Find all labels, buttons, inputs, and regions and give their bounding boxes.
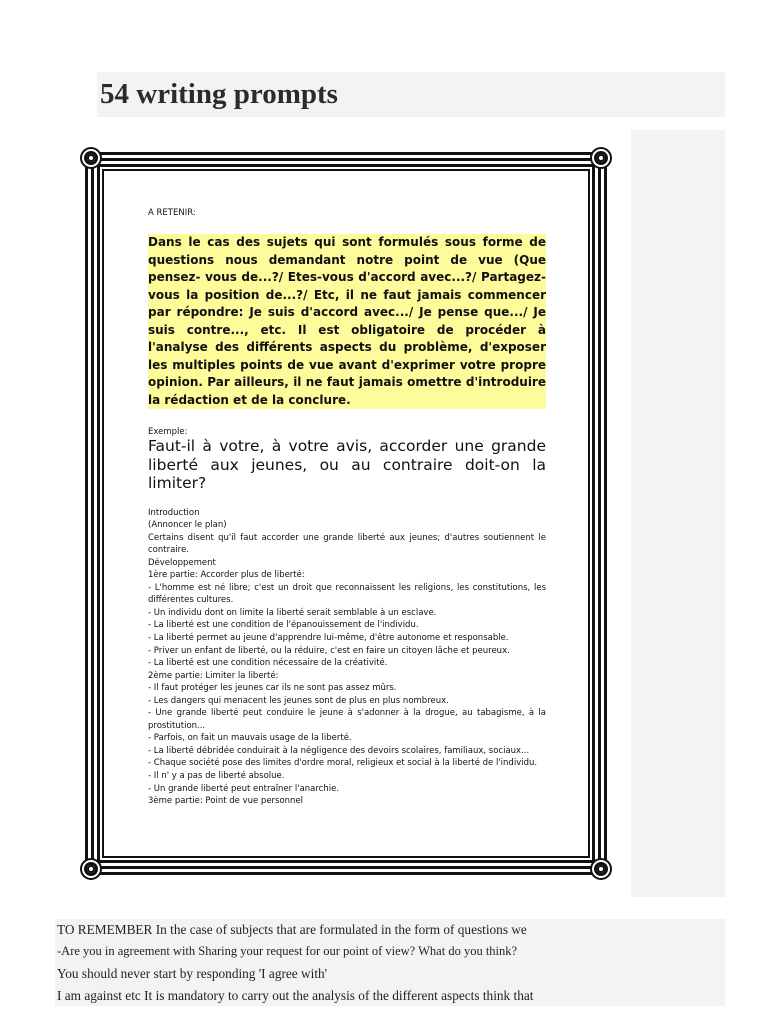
example-question: Faut-il à votre, à votre avis, accorder une grande liberté aux jeunes, ou au contraire doit-on la limiter?: [148, 437, 546, 492]
outline-line: Développement: [148, 557, 216, 568]
outline-line: - La liberté débridée conduirait à la négligence des devoirs scolaires, familiaux, sociaux...: [148, 745, 530, 756]
translation-line: -Are you in agreement with Sharing your request for our point of view? What do you think?: [57, 944, 518, 958]
outline-line: (Annoncer le plan): [148, 520, 227, 531]
outline-line: Certains disent qu'il faut accorder une grande liberté aux jeunes; d'autres soutiennent le contraire.: [148, 532, 546, 556]
outline-line: - Il faut protéger les jeunes car ils ne sont pas assez mûrs.: [148, 683, 397, 694]
highlighted-paragraph: Dans le cas des sujets qui sont formulés sous forme de questions nous demandant notre point de vue (Que pensez- vous de...?/ Etes-vous d'accord avec...?/ Partagez-vous la position de...?/ Etc, il ne faut jamais commencer par répondre: Je suis d'accord avec.../ Je pense que.../ Je suis contre..., etc. Il est obligatoire de procéder à l'analyse des différents aspects du problème, d'exposer les multiples points de vue avant d'exprimer votre propre opinion. Par ailleurs, il ne faut jamais omettre d'introduire la rédaction et de la conclure.: [148, 234, 546, 409]
page-title: 54 writing prompts: [100, 78, 338, 110]
title-bar: [97, 72, 725, 117]
translation-text: [55, 919, 725, 1006]
outline-line: 1ère partie: Accorder plus de liberté:: [148, 570, 305, 581]
outline-line: - Une grande liberté peut conduire le jeune à s'adonner à la drogue, au tabagisme, à la prostitution...: [148, 708, 546, 731]
outline-line: 2ème partie: Limiter la liberté:: [148, 670, 279, 681]
essay-outline: [148, 507, 546, 808]
translation-line: You should never start by responding 'I agree with': [57, 966, 328, 981]
corner-ornament-icon: [592, 860, 610, 878]
outline-line: - Chaque société pose des limites d'ordre moral, religieux et social à la liberté de l'individu.: [148, 758, 538, 769]
outline-line: - Les dangers qui menacent les jeunes sont de plus en plus nombreux.: [148, 695, 449, 706]
document-heading: A RETENIR:: [148, 208, 196, 218]
outline-line: - La liberté est une condition de l'épanouissement de l'individu.: [148, 620, 419, 631]
outline-line: - Parfois, on fait un mauvais usage de la liberté.: [148, 733, 352, 744]
corner-ornament-icon: [82, 149, 100, 167]
outline-line: - Priver un enfant de liberté, ou la réduire, c'est en faire un citoyen lâche et peureux.: [148, 645, 510, 656]
document-viewer: [60, 130, 725, 897]
outline-line: Introduction: [148, 507, 200, 518]
outline-line: - Un individu dont on limite la liberté serait semblable à un esclave.: [148, 607, 437, 618]
corner-ornament-icon: [82, 860, 100, 878]
document-page-image: [60, 130, 631, 897]
outline-line: 3ème partie: Point de vue personnel: [148, 796, 304, 807]
corner-ornament-icon: [592, 149, 610, 167]
outline-line: - L'homme est né libre; c'est un droit que reconnaissent les religions, les constitutions, les différentes cultures.: [148, 582, 546, 606]
outline-line: - Un grande liberté peut entraîner l'anarchie.: [148, 783, 340, 794]
example-label: Exemple:: [148, 427, 188, 437]
translation-line: I am against etc It is mandatory to carry out the analysis of the different aspects think that: [57, 988, 534, 1003]
outline-line: - Il n' y a pas de liberté absolue.: [148, 770, 285, 781]
outline-line: - La liberté permet au jeune d'apprendre lui-même, d'être autonome et responsable.: [148, 632, 509, 643]
translation-line: TO REMEMBER In the case of subjects that are formulated in the form of questions we: [57, 922, 527, 937]
document-text: [148, 208, 546, 808]
outline-line: - La liberté est une condition nécessaire de la créativité.: [148, 658, 388, 669]
